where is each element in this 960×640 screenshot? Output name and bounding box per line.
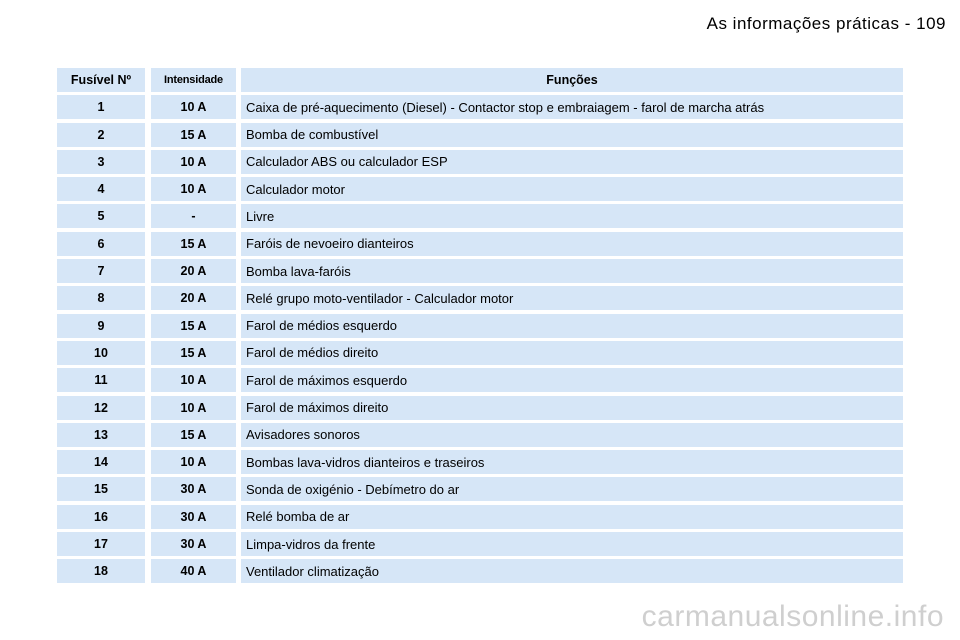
amperage-cell: 10 A <box>151 368 236 392</box>
fuse-number-cell: 10 <box>57 341 145 365</box>
page-title: As informações práticas - 109 <box>706 14 946 33</box>
function-cell: Farol de médios direito <box>241 341 903 365</box>
function-cell: Farol de máximos esquerdo <box>241 368 903 392</box>
function-cell: Calculador motor <box>241 177 903 201</box>
function-cell: Farol de médios esquerdo <box>241 314 903 338</box>
amperage-cell: 10 A <box>151 150 236 174</box>
table-row <box>57 150 903 174</box>
amperage-cell: 10 A <box>151 95 236 119</box>
fuse-number-cell: 9 <box>57 314 145 338</box>
table-row <box>57 450 903 474</box>
amperage-cell: 15 A <box>151 341 236 365</box>
fuse-number-cell: 18 <box>57 559 145 583</box>
fuse-number-cell: 5 <box>57 204 145 228</box>
watermark: carmanualsonline.info <box>641 600 944 633</box>
function-cell: Bombas lava-vidros dianteiros e traseiros <box>241 450 903 474</box>
function-cell: Sonda de oxigénio - Debímetro do ar <box>241 477 903 501</box>
fuse-number-cell: 2 <box>57 123 145 147</box>
function-cell: Calculador ABS ou calculador ESP <box>241 150 903 174</box>
amperage-cell: 15 A <box>151 314 236 338</box>
amperage-cell: 40 A <box>151 559 236 583</box>
function-cell: Ventilador climatização <box>241 559 903 583</box>
amperage-cell: 10 A <box>151 450 236 474</box>
fuse-number-cell: 3 <box>57 150 145 174</box>
table-row <box>57 123 903 147</box>
function-cell: Bomba de combustível <box>241 123 903 147</box>
table-row <box>57 232 903 256</box>
amperage-cell: 30 A <box>151 477 236 501</box>
fuse-number-cell: 12 <box>57 396 145 420</box>
table-row <box>57 423 903 447</box>
fuse-number-cell: 1 <box>57 95 145 119</box>
amperage-cell: 10 A <box>151 396 236 420</box>
table-header-row <box>57 68 903 92</box>
amperage-cell: 10 A <box>151 177 236 201</box>
fuse-number-cell: 16 <box>57 505 145 529</box>
function-cell: Relé bomba de ar <box>241 505 903 529</box>
function-cell: Limpa-vidros da frente <box>241 532 903 556</box>
table-row <box>57 259 903 283</box>
fuse-number-cell: 4 <box>57 177 145 201</box>
table-row <box>57 177 903 201</box>
table-row <box>57 341 903 365</box>
column-header-functions: Funções <box>241 68 903 92</box>
function-cell: Avisadores sonoros <box>241 423 903 447</box>
table-body <box>57 95 903 583</box>
column-header-amperage: Intensidade <box>151 68 236 92</box>
function-cell: Livre <box>241 204 903 228</box>
fuse-number-cell: 13 <box>57 423 145 447</box>
table-row <box>57 368 903 392</box>
column-header-fuse: Fusível Nº <box>57 68 145 92</box>
table-row <box>57 505 903 529</box>
amperage-cell: 20 A <box>151 259 236 283</box>
function-cell: Caixa de pré-aquecimento (Diesel) - Contactor stop e embraiagem - farol de marcha atrás <box>241 95 903 119</box>
fuse-number-cell: 7 <box>57 259 145 283</box>
fuse-table <box>57 68 903 587</box>
function-cell: Faróis de nevoeiro dianteiros <box>241 232 903 256</box>
fuse-number-cell: 11 <box>57 368 145 392</box>
table-row <box>57 204 903 228</box>
table-row <box>57 532 903 556</box>
amperage-cell: 15 A <box>151 232 236 256</box>
table-row <box>57 314 903 338</box>
table-row <box>57 95 903 119</box>
fuse-number-cell: 15 <box>57 477 145 501</box>
fuse-number-cell: 17 <box>57 532 145 556</box>
table-row <box>57 286 903 310</box>
function-cell: Relé grupo moto-ventilador - Calculador motor <box>241 286 903 310</box>
amperage-cell: 30 A <box>151 505 236 529</box>
fuse-number-cell: 8 <box>57 286 145 310</box>
amperage-cell: 20 A <box>151 286 236 310</box>
fuse-number-cell: 14 <box>57 450 145 474</box>
table-row <box>57 396 903 420</box>
amperage-cell: 15 A <box>151 123 236 147</box>
fuse-number-cell: 6 <box>57 232 145 256</box>
table-row <box>57 477 903 501</box>
amperage-cell: - <box>151 204 236 228</box>
table-row <box>57 559 903 583</box>
amperage-cell: 30 A <box>151 532 236 556</box>
function-cell: Farol de máximos direito <box>241 396 903 420</box>
amperage-cell: 15 A <box>151 423 236 447</box>
function-cell: Bomba lava-faróis <box>241 259 903 283</box>
